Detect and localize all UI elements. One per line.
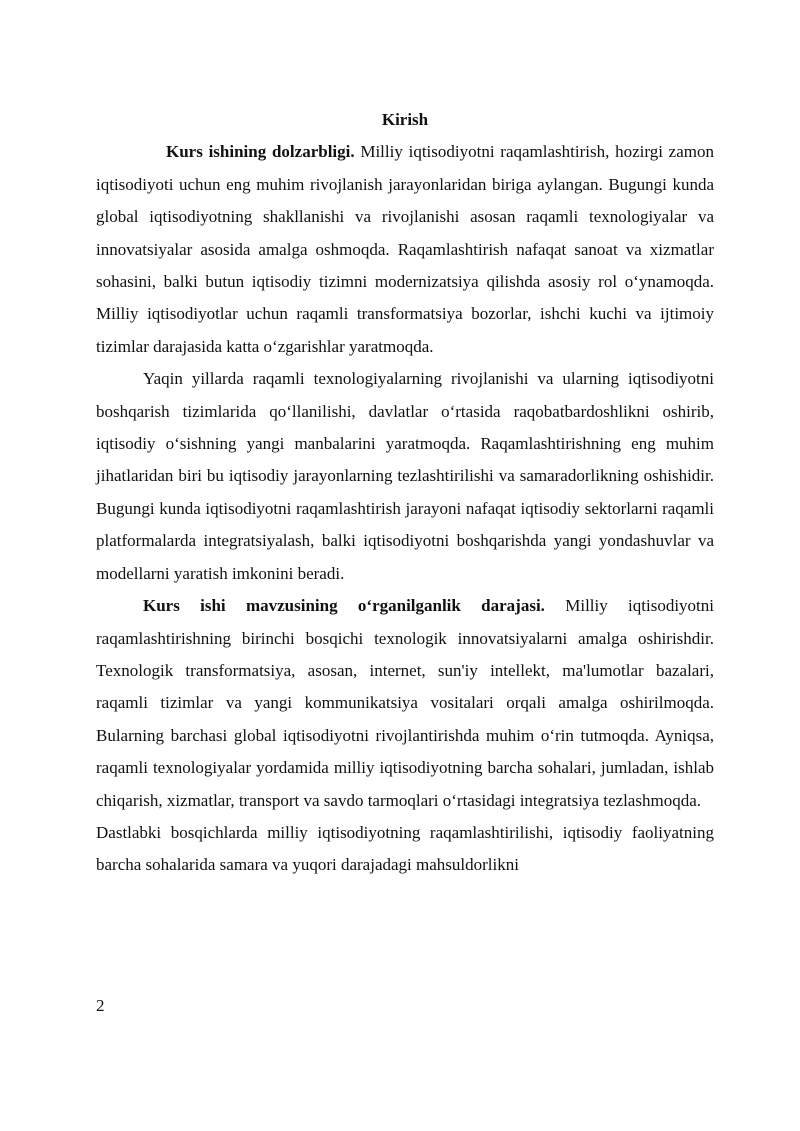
paragraph-text-initial-stages: Dastlabki bosqichlarda milliy iqtisodiyotning raqamlashtirilishi, iqtisodiy faoliyatning barcha sohalarida samara va yuqori darajadagi mahsuldorlikni xyxy=(96,822,714,875)
paragraph-lead-relevance: Kurs ishining dolzarbligi. xyxy=(166,142,355,162)
paragraph-recent-years xyxy=(96,363,714,590)
paragraph-lead-study-level: Kurs ishi mavzusining o‘rganilganlik darajasi. xyxy=(143,596,545,616)
paragraph-text-study-level: Milliy iqtisodiyotni raqamlashtirishning birinchi bosqichi texnologik innovatsiyalarni amalga oshirishdir. Texnologik transformatsiya, asosan, internet, sun'iy intellekt, ma'lumotlar bazalari, raqamli tizimlar va yangi kommunikatsiya vositalari orqali amalga oshirilmoqda. Bularning barchasi global iqtisodiyotni rivojlantirishda muhim o‘rin tutmoqda. Ayniqsa, raqamli texnologiyalar yordamida milliy iqtisodiyotning barcha sohalari, jumladan, ishlab chiqarish, xizmatlar, transport va savdo tarmoqlari o‘rtasidagi integratsiya tezlashmoqda. xyxy=(96,596,714,810)
paragraph-text-relevance: Milliy iqtisodiyotni raqamlashtirish, hozirgi zamon iqtisodiyoti uchun eng muhim rivojlanish jarayonlaridan biriga aylangan. Bugungi kunda global iqtisodiyotning shakllanishi va rivojlanishi asosan raqamli texnologiyalar va innovatsiyalar asosida amalga oshmoqda. Raqamlashtirish nafaqat sanoat va xizmatlar sohasini, balki butun iqtisodiy tizimni modernizatsiya qilishda asosiy rol o‘ynamoqda. Milliy iqtisodiyotlar uchun raqamli transformatsiya bozorlar, ishchi kuchi va ijtimoiy tizimlar darajasida katta o‘zgarishlar yaratmoqda. xyxy=(96,142,714,356)
paragraph-initial-stages xyxy=(96,817,714,882)
section-title: Kirish xyxy=(381,110,429,129)
paragraph-study-level xyxy=(96,590,714,817)
paragraph-text-recent-years: Yaqin yillarda raqamli texnologiyalarning rivojlanishi va ularning iqtisodiyotni boshqarish tizimlarida qo‘llanilishi, davlatlar o‘rtasida raqobatbardoshlikni oshirib, iqtisodiy o‘sishning yangi manbalarini yaratmoqda. Raqamlashtirishning eng muhim jihatlaridan biri bu iqtisodiy jarayonlarning tezlashtirilishi va samaradorlikning oshishidir. Bugungi kunda iqtisodiyotni raqamlashtirish jarayoni nafaqat iqtisodiy sektorlarni raqamli platformalarda integratsiyalash, balki iqtisodiyotni boshqarishda yangi yondashuvlar va modellarni yaratish imkonini beradi. xyxy=(96,369,714,583)
paragraph-relevance xyxy=(96,136,714,363)
document-body xyxy=(96,104,714,882)
page-number: 2 xyxy=(96,996,105,1015)
